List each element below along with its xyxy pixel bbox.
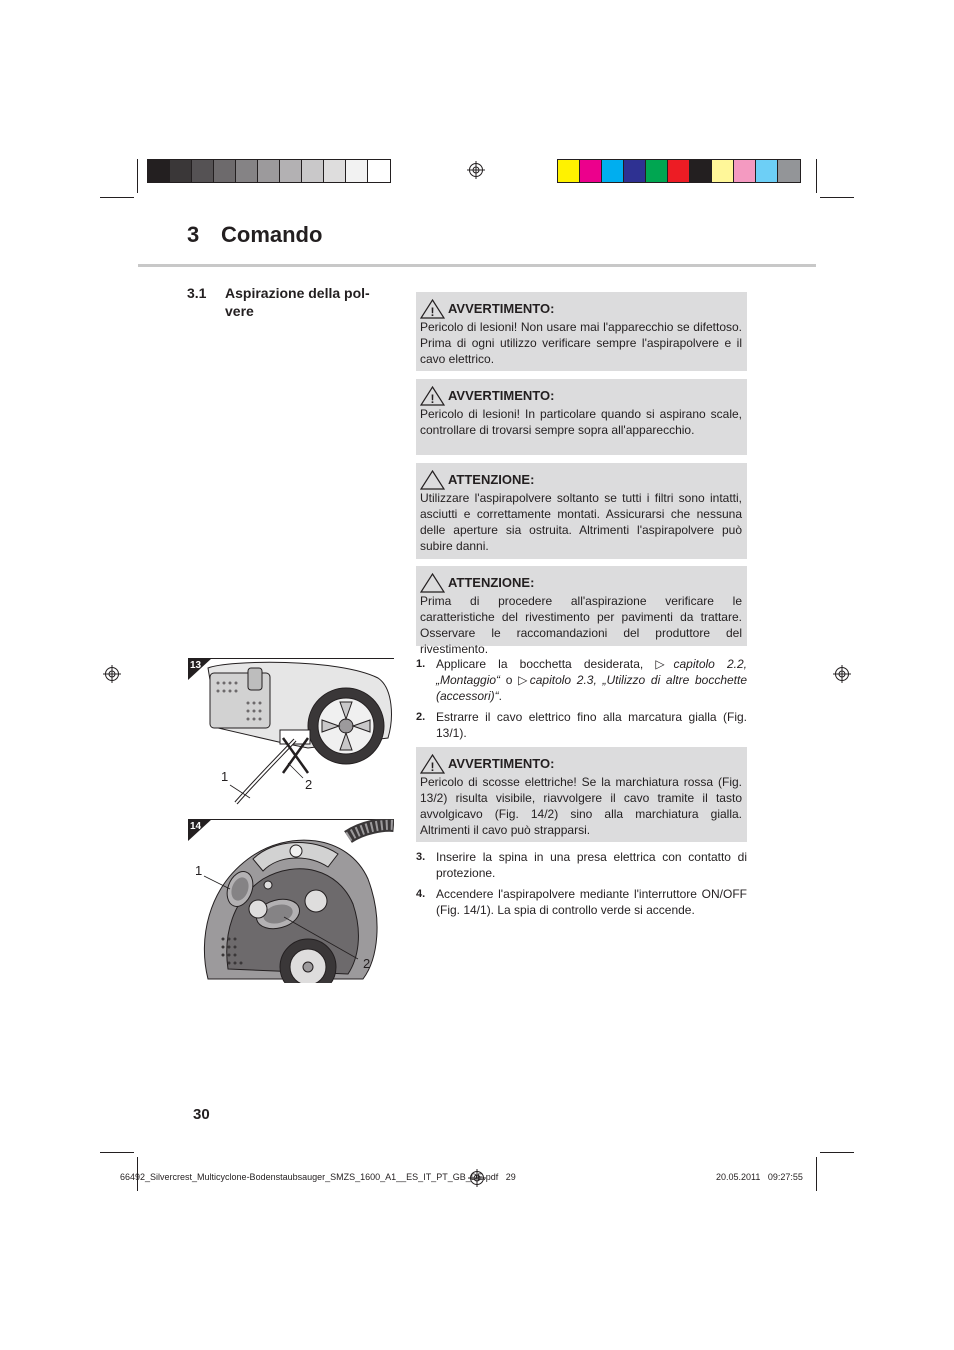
footer-datetime: 20.05.2011 09:27:55 (716, 1172, 803, 1182)
notice-text: Pericolo di scosse elettriche! Se la marchiatura rossa (Fig. 13/2) risulta visibile, riavvolgere il cavo tramite il tasto avvolgicavo (Fig. 14/2) sino alla marchiatura gialla. Altrimenti il cavo può strapparsi. (420, 775, 742, 837)
step-text: . (498, 689, 503, 703)
figure-13 (188, 658, 394, 808)
registration-mark-icon (103, 665, 121, 683)
heading-rule (138, 264, 816, 267)
instruction-step (416, 656, 747, 704)
step-text: Estrarre il cavo elettrico fino alla marcatura gialla (Fig. 13/1). (436, 710, 747, 740)
color-swatch (170, 160, 192, 182)
color-swatch (258, 160, 280, 182)
color-swatch (302, 160, 324, 182)
arrow-icon: ▷ (518, 673, 530, 687)
color-swatch (280, 160, 302, 182)
crop-mark (816, 159, 817, 193)
color-swatch (778, 160, 800, 182)
color-swatch (368, 160, 390, 182)
crop-mark (820, 197, 854, 198)
callout-label: 1 (221, 769, 229, 784)
color-swatch (690, 160, 712, 182)
warning-box (416, 379, 747, 455)
crop-mark (816, 1157, 817, 1191)
step-number: 2. (416, 711, 426, 723)
caution-triangle-icon (420, 470, 445, 490)
instruction-step (416, 849, 747, 881)
color-swatch (236, 160, 258, 182)
warning-triangle-icon (420, 386, 445, 406)
step-text: Accendere l'aspirapolvere mediante l'interruttore ON/OFF (Fig. 14/1). La spia di controllo verde si accende. (436, 887, 747, 917)
step-text: o (500, 673, 519, 687)
arrow-icon: ▷ (655, 657, 674, 671)
color-swatch (214, 160, 236, 182)
cmyk-color-bar (557, 159, 801, 183)
color-swatch (346, 160, 368, 182)
svg-text:!: ! (430, 305, 435, 319)
callout-label: 2 (305, 777, 313, 792)
step-text: Applicare la bocchetta desiderata, (436, 657, 656, 671)
warning-triangle-icon (420, 754, 445, 774)
notice-title: AVVERTIMENTO: (448, 756, 555, 771)
color-swatch (324, 160, 346, 182)
caution-triangle-icon (420, 573, 445, 593)
chapter-number: 3 (187, 222, 200, 247)
page-number: 30 (193, 1106, 210, 1123)
color-swatch (624, 160, 646, 182)
caution-box (416, 463, 747, 559)
color-swatch (756, 160, 778, 182)
color-swatch (712, 160, 734, 182)
section-title: Aspirazione della pol- vere (225, 285, 370, 319)
caution-box (416, 566, 747, 656)
vacuum-cord-illustration (188, 658, 394, 808)
crop-mark (100, 1152, 134, 1153)
crop-mark (100, 197, 134, 198)
warning-box (416, 747, 747, 842)
notice-text: Pericolo di lesioni! In particolare quando si aspirano scale, controllare di trovarsi sempre sopra all'apparecchio. (420, 407, 742, 437)
registration-mark-icon (467, 161, 485, 179)
crop-mark (820, 1152, 854, 1153)
svg-text:!: ! (430, 392, 435, 406)
section-number: 3.1 (187, 285, 207, 301)
notice-title: AVVERTIMENTO: (448, 388, 555, 403)
chapter-heading (187, 222, 322, 248)
color-swatch (580, 160, 602, 182)
cross-reference: capitolo 2.3, „Utilizzo di altre bocchette (accessori)“ (436, 673, 748, 703)
color-swatch (646, 160, 668, 182)
chapter-title: Comando (221, 222, 323, 247)
step-number: 1. (416, 658, 426, 670)
crop-mark (137, 159, 138, 193)
color-swatch (192, 160, 214, 182)
figure-number: 14 (190, 821, 202, 832)
figure-number: 13 (190, 660, 202, 671)
cross-reference: capitolo 2.2, „Montaggio“ (436, 657, 747, 687)
registration-mark-icon (833, 665, 851, 683)
grayscale-color-bar (147, 159, 391, 183)
instruction-step (416, 886, 747, 918)
color-swatch (602, 160, 624, 182)
callout-label: 2 (363, 956, 371, 971)
warning-box (416, 292, 747, 371)
callout-label: 1 (195, 863, 203, 878)
step-number: 3. (416, 851, 426, 863)
color-swatch (734, 160, 756, 182)
warning-triangle-icon (420, 299, 445, 319)
color-swatch (668, 160, 690, 182)
notice-title: AVVERTIMENTO: (448, 301, 555, 316)
notice-text: Prima di procedere all'aspirazione verificare le caratteristiche del rivestimento per pavimenti da trattare. Osservare le raccomandazioni del produttore del rivestimento. (420, 594, 742, 656)
figure-14 (188, 819, 394, 985)
color-swatch (558, 160, 580, 182)
notice-text: Pericolo di lesioni! Non usare mai l'apparecchio se difettoso. Prima di ogni utilizzo verificare sempre l'aspirapolvere e il cavo elettrico. (420, 320, 742, 366)
notice-title: ATTENZIONE: (448, 472, 535, 487)
footer-file-info: 66492_Silvercrest_Multicyclone-Bodenstaubsauger_SMZS_1600_A1__ES_IT_PT_GB_DE.pdf 29 (120, 1172, 516, 1182)
instruction-step (416, 709, 747, 741)
step-number: 4. (416, 888, 426, 900)
notice-title: ATTENZIONE: (448, 575, 535, 590)
color-swatch (148, 160, 170, 182)
notice-text: Utilizzare l'aspirapolvere soltanto se tutti i filtri sono intatti, asciutti e correttamente montati. Assicurarsi che nessuna delle aperture sia ostruita. Altrimenti l'aspirapolvere può subire danni. (420, 491, 742, 553)
svg-text:!: ! (430, 760, 435, 774)
step-text: Inserire la spina in una presa elettrica con contatto di protezione. (436, 850, 747, 880)
